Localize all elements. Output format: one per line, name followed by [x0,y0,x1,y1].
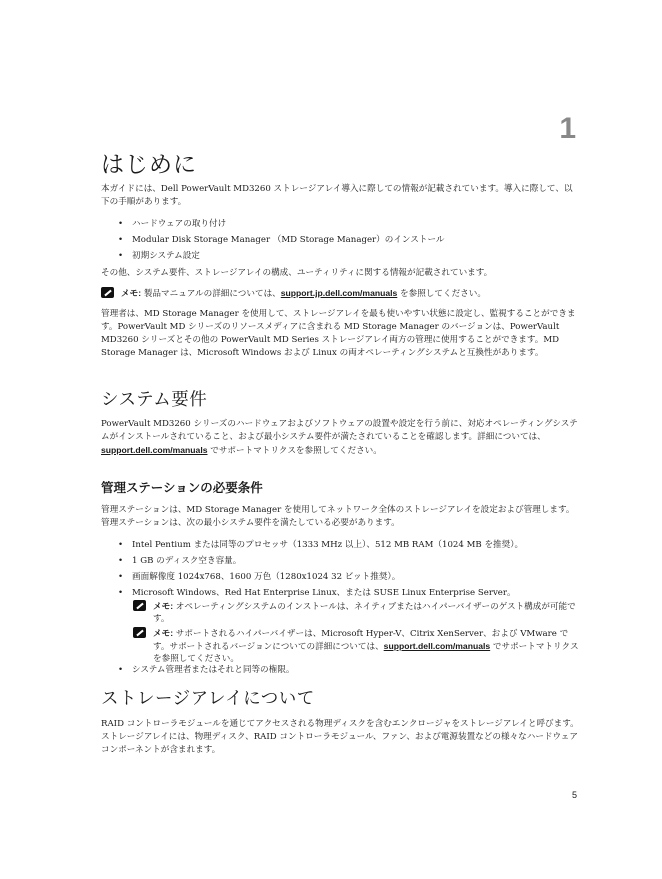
list-item: • システム管理者またはそれと同等の権限。 [118,665,295,675]
support-link[interactable]: support.dell.com/manuals [383,641,491,651]
support-link[interactable]: support.dell.com/manuals [101,445,208,455]
note-pencil-icon [101,287,114,298]
requirements-bullet-list [118,539,583,603]
chapter-number: 1 [559,112,576,145]
note-pencil-icon [133,600,146,611]
list-item: • 初期システム設定 [118,251,200,261]
list-item: • Microsoft Windows、Red Hat Enterprise Linux、または SUSE Linux Enterprise Server。 [118,588,516,598]
note-hypervisor: メモ: サポートされるハイパーバイザーは、Microsoft Hyper-V、Citrix XenServer、および VMware です。サポートされるバージョンについての詳細については、support.dell.com/manuals でサポートマトリクスを参照してください。 [133,627,583,663]
page-title: はじめに [101,152,197,178]
list-item: • Intel Pentium または同等のプロセッサ（1333 MHz 以上）、512 MB RAM（1024 MB を推奨）。 [118,540,524,550]
storage-array-paragraph: RAID コントローラモジュールを通じてアクセスされる物理ディスクを含むエンクロージャをストレージアレイと呼びます。ストレージアレイには、物理ディスク、RAID コントローラモジュール、ファン、および電源装置などの様々なハードウェアコンポーネントが含まれます。 [101,719,579,755]
manager-paragraph: 管理者は、MD Storage Manager を使用して、ストレージアレイを最も使いやすい状態に設定し、監視することができます。PowerVault MD シリーズのリソースメディアに含まれる MD Storage Manager のバージョンは、PowerVault MD3260 シリーズとその他の PowerVault MD Series ストレージアレイ両方の管理に使用することができます。MD Storage Manager は、Microsoft Windows および Linux の両オペレーティングシステムと互換性があります。 [101,309,576,358]
system-requirements-paragraph: PowerVault MD3260 シリーズのハードウェアおよびソフトウェアの設置や設定を行う前に、対応オペレーティングシステムがインストールされていること、および最小システム要件が満たされていることを確認します。詳細については、support.dell.com/manuals でサポートマトリクスを参照してください。 [101,419,578,456]
note-pencil-icon [133,627,146,638]
system-requirements-heading: システム要件 [101,390,208,410]
management-station-paragraph: 管理ステーションは、MD Storage Manager を使用してネットワーク全体のストレージアレイを設定および管理します。管理ステーションは、次の最小システム要件を満たしている必要があります。 [101,505,575,528]
note-os-install: メモ: オペレーティングシステムのインストールは、ネイティブまたはハイパーバイザーのゲスト構成が可能です。 [133,600,583,626]
list-item: • 1 GB のディスク空き容量。 [118,556,242,566]
admin-bullet-list [118,664,294,680]
intro-paragraph: 本ガイドには、Dell PowerVault MD3260 ストレージアレイ導入に際しての情報が記載されています。導入に際して、以下の手順があります。 [101,184,573,207]
intro-bullet-list [118,218,444,266]
page-number: 5 [571,790,577,800]
note-product-manuals: メモ: 製品マニュアルの詳細については、support.jp.dell.com/manuals を参照してください。 [101,287,581,301]
list-item: • Modular Disk Storage Manager （MD Storage Manager）のインストール [118,235,445,245]
list-item: • 画面解像度 1024x768、1600 万色（1280x1024 32 ビット推奨）。 [118,572,401,582]
management-station-heading: 管理ステーションの必要条件 [101,480,263,495]
list-item: • ハードウェアの取り付け [118,219,227,229]
manuals-link[interactable]: support.jp.dell.com/manuals [280,288,398,298]
other-info-paragraph: その他、システム要件、ストレージアレイの構成、ユーティリティに関する情報が記載されています。 [101,268,493,278]
storage-array-heading: ストレージアレイについて [101,689,315,709]
